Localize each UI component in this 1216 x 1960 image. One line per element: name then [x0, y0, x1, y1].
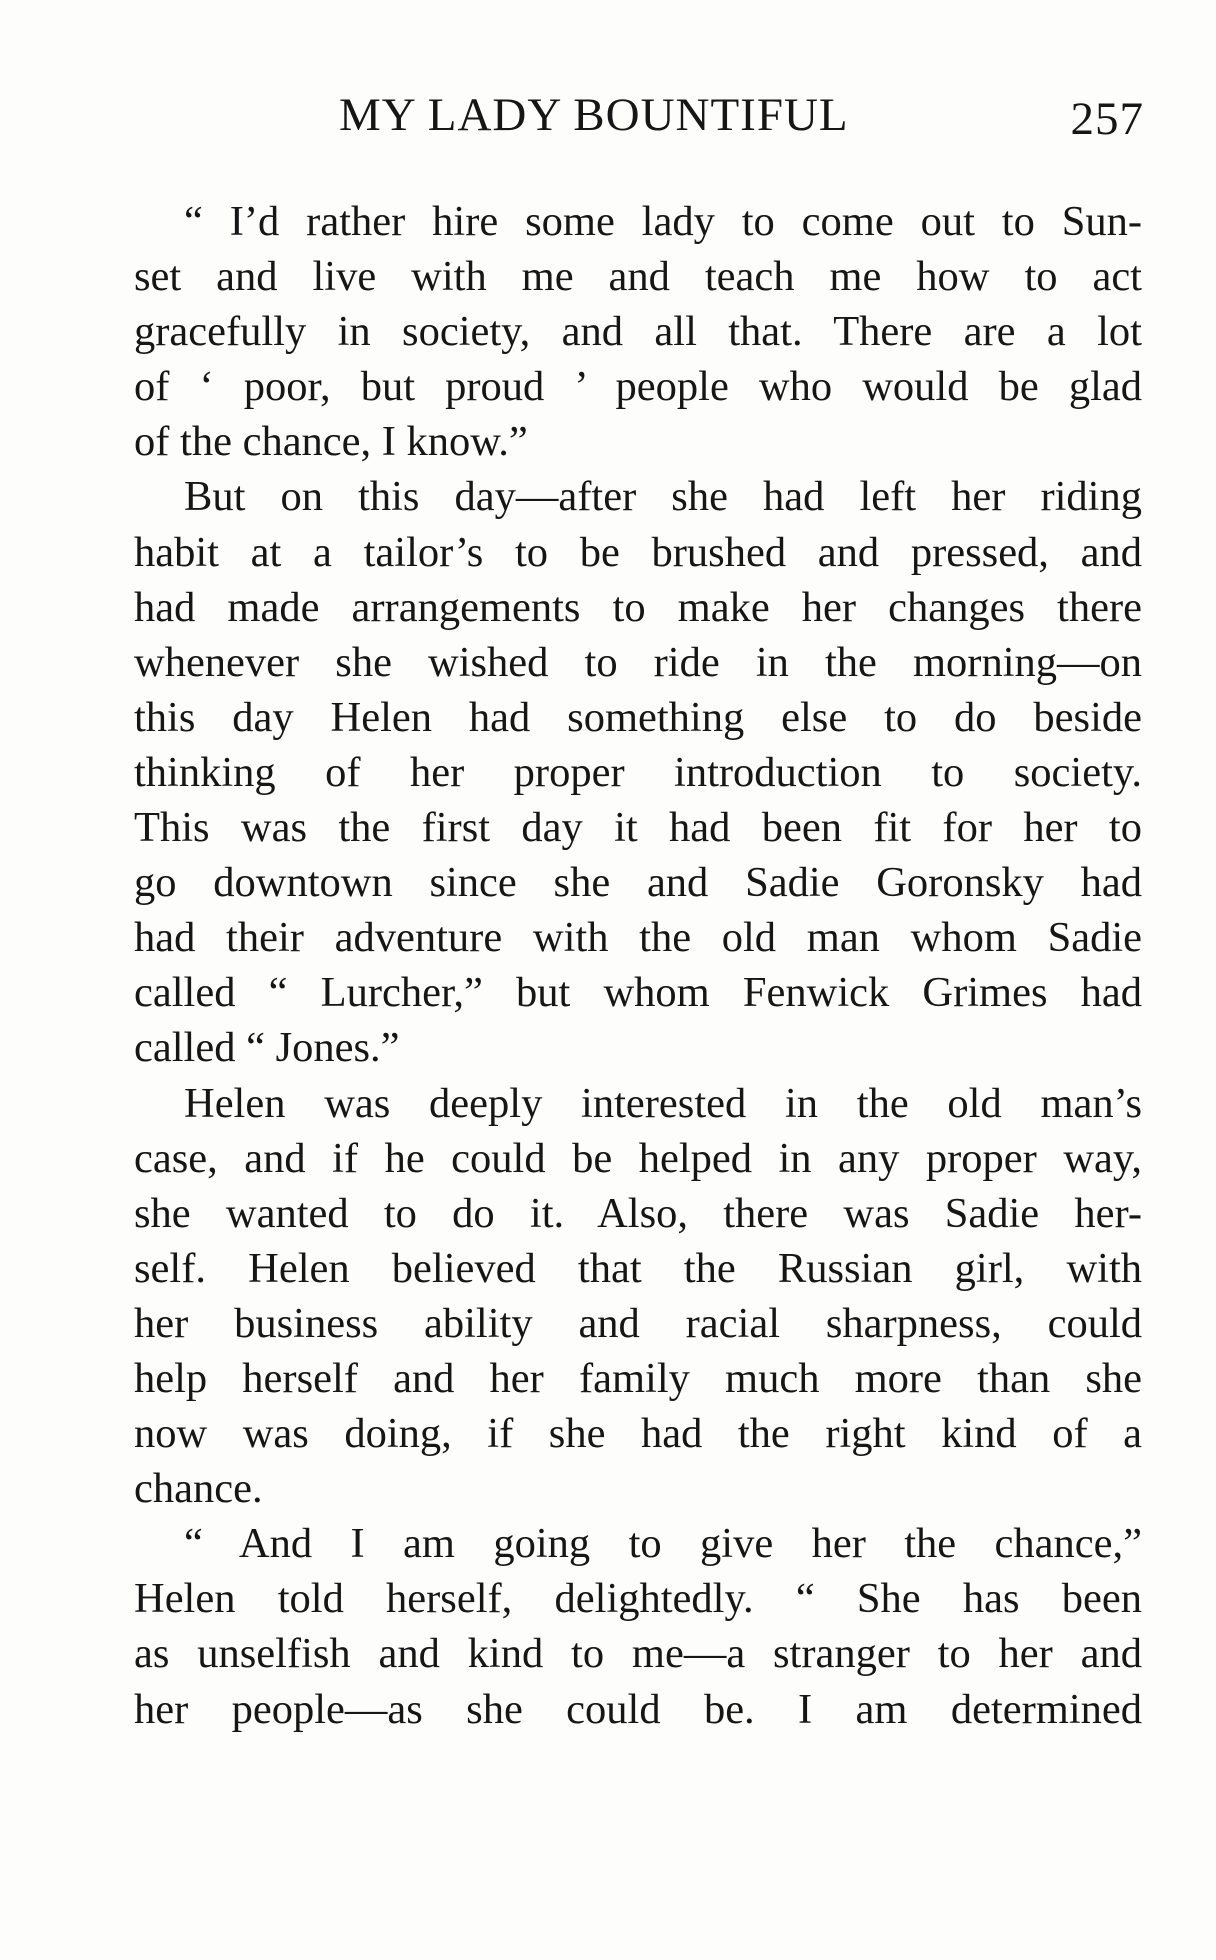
text-line: This was the first day it had been fit for her to — [134, 804, 1142, 852]
text-line: “ And I am going to give her the chance,” — [184, 1520, 1142, 1568]
page-number: 257 — [1070, 93, 1144, 145]
text-line: chance. — [134, 1465, 263, 1513]
text-line: Helen was deeply interested in the old man’s — [184, 1079, 1142, 1127]
text-line: help herself and her family much more than she — [134, 1354, 1142, 1402]
text-line: now was doing, if she had the right kind of a — [134, 1410, 1142, 1458]
text-line: gracefully in society, and all that. There are a lot — [134, 308, 1142, 356]
text-line: But on this day—after she had left her riding — [184, 473, 1142, 521]
text-line: her business ability and racial sharpness, could — [134, 1299, 1142, 1347]
text-line: as unselfish and kind to me—a stranger to her and — [134, 1630, 1142, 1678]
text-line: called “ Jones.” — [134, 1024, 400, 1072]
text-line: “ I’d rather hire some lady to come out to Sun- — [184, 198, 1142, 245]
text-line: called “ Lurcher,” but whom Fenwick Grimes had — [134, 969, 1142, 1017]
text-line: her people—as she could be. I am determined — [134, 1685, 1142, 1733]
text-line: case, and if he could be helped in any proper way, — [134, 1134, 1142, 1182]
text-line: of the chance, I know.” — [134, 418, 528, 466]
text-line: had their adventure with the old man whom Sadie — [134, 914, 1142, 962]
text-line: whenever she wished to ride in the morning—on — [134, 638, 1142, 686]
text-line: this day Helen had something else to do beside — [134, 693, 1142, 741]
text-line: Helen told herself, delightedly. “ She has been — [134, 1575, 1142, 1623]
page-header — [134, 88, 1144, 148]
running-title: MY LADY BOUNTIFUL — [339, 89, 849, 141]
text-line: of ‘ poor, but proud ’ people who would be glad — [134, 363, 1142, 411]
body-text — [134, 194, 1142, 1737]
text-line: she wanted to do it. Also, there was Sadie her- — [134, 1189, 1142, 1237]
text-line: go downtown since she and Sadie Goronsky had — [134, 859, 1142, 907]
text-line: set and live with me and teach me how to act — [134, 253, 1142, 301]
text-line: had made arrangements to make her changes there — [134, 583, 1142, 631]
text-line: thinking of her proper introduction to society. — [134, 748, 1142, 796]
text-line: habit at a tailor’s to be brushed and pressed, and — [134, 528, 1142, 576]
text-line: self. Helen believed that the Russian girl, with — [134, 1244, 1142, 1292]
